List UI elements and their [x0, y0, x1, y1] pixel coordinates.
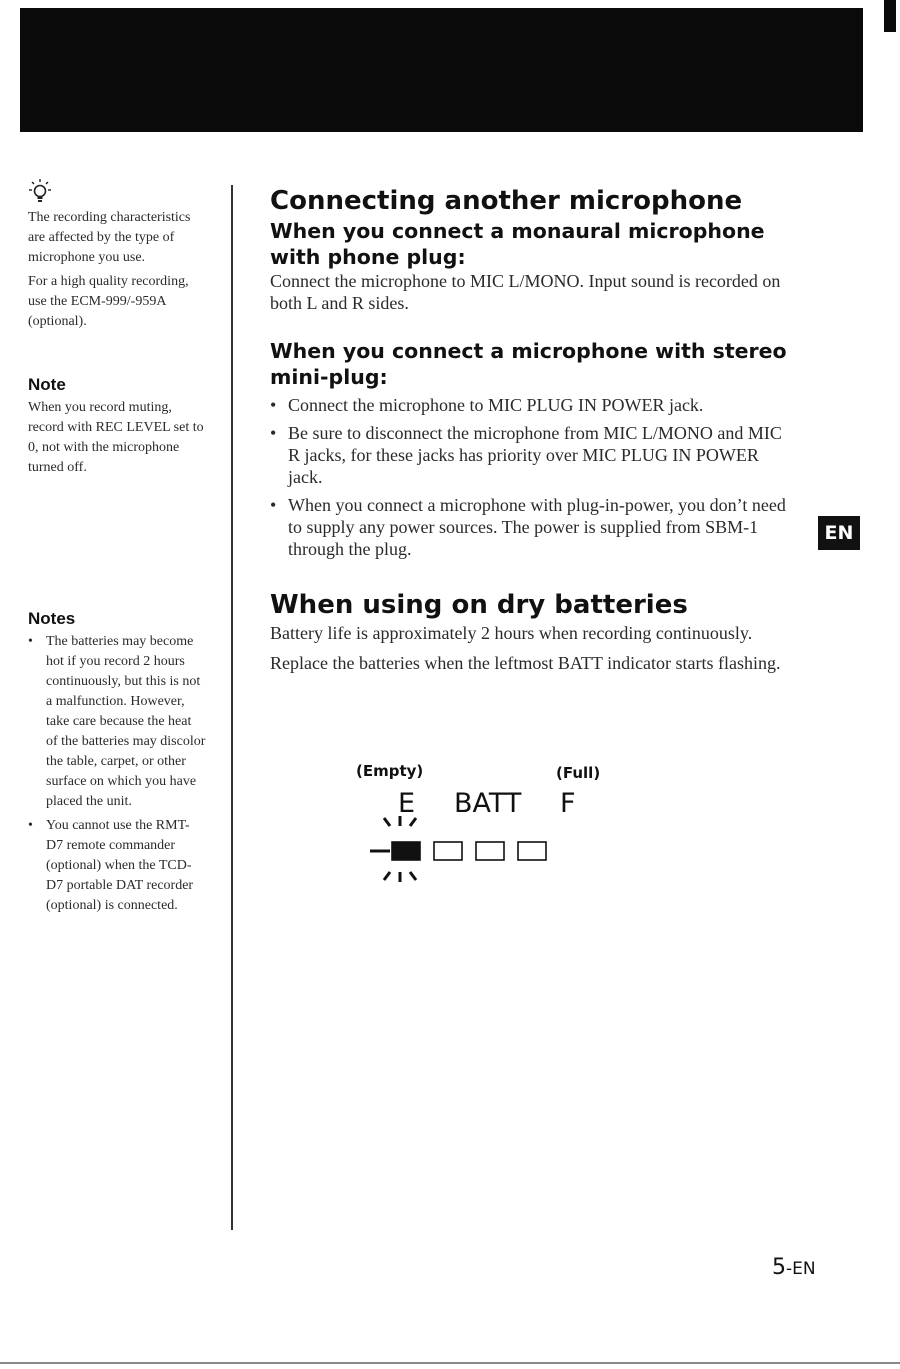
list-item: • Be sure to disconnect the microphone from MIC L/MONO and MIC R jacks, for these jacks has priority over MIC PLUG IN POWER jack.	[270, 422, 790, 488]
stereo-list	[270, 394, 790, 560]
page-number-value: 5	[772, 1255, 786, 1280]
list-item: • You cannot use the RMT-D7 remote commander (optional) when the TCD-D7 portable DAT recorder (optional) is connected.	[28, 816, 206, 916]
battery-segment	[434, 842, 462, 860]
language-tab: EN	[818, 516, 860, 550]
sidebar-tip	[28, 178, 206, 336]
subtitle-monaural-microphone: When you connect a monaural microphone with phone plug:	[270, 219, 765, 269]
notes-list	[28, 632, 206, 916]
list-item: • Connect the microphone to MIC PLUG IN POWER jack.	[270, 394, 790, 416]
note-heading: Note	[28, 375, 66, 394]
battery-segment-flashing	[392, 842, 420, 860]
section-title-dry-batteries: When using on dry batteries	[270, 590, 688, 620]
battery-life-text: Battery life is approximately 2 hours when recording continuously.	[270, 623, 753, 643]
monaural-instructions: Connect the microphone to MIC L/MONO. Input sound is recorded on both L and R sides.	[270, 271, 781, 313]
battery-segment	[476, 842, 504, 860]
subtitle-stereo-microphone: When you connect a microphone with stereo mini-plug:	[270, 339, 787, 389]
tip-paragraph-2: For a high quality recording, use the ECM-999/-959A (optional).	[28, 274, 189, 329]
column-divider	[231, 185, 233, 1230]
e-label: E	[398, 788, 416, 819]
battery-indicator-diagram	[356, 758, 616, 888]
battery-segments	[356, 816, 616, 886]
corner-mark	[884, 0, 896, 32]
main-column	[270, 184, 790, 674]
page-number-suffix: -EN	[786, 1259, 816, 1279]
full-label: (Full)	[556, 764, 601, 782]
list-item: • When you connect a microphone with plug-in-power, you don’t need to supply any power sources. The power is supplied from SBM-1 through the plug.	[270, 494, 790, 560]
stereo-section	[270, 338, 790, 560]
batt-label: BATT	[454, 788, 522, 819]
empty-label: (Empty)	[356, 762, 424, 780]
bottom-rule	[0, 1362, 900, 1364]
sidebar-note	[28, 374, 206, 482]
sidebar-notes	[28, 608, 206, 920]
battery-replace-text: Replace the batteries when the leftmost BATT indicator starts flashing.	[270, 653, 781, 673]
list-item: • The batteries may become hot if you record 2 hours continuously, but this is not a malfunction. However, take care because the heat of the batteries may discolor the table, carpet, or other surface on which you have placed the unit.	[28, 632, 206, 812]
page-number	[772, 1255, 816, 1280]
note-text: When you record muting, record with REC LEVEL set to 0, not with the microphone turned off.	[28, 400, 204, 475]
section-title-connecting-microphone: Connecting another microphone	[270, 186, 743, 216]
header-band	[20, 8, 863, 132]
notes-heading: Notes	[28, 609, 76, 628]
tip-paragraph-1: The recording characteristics are affected by the type of microphone you use.	[28, 210, 191, 265]
batteries-section	[270, 588, 790, 674]
battery-segment	[518, 842, 546, 860]
f-label: F	[560, 788, 576, 819]
lightbulb-icon	[28, 178, 52, 208]
